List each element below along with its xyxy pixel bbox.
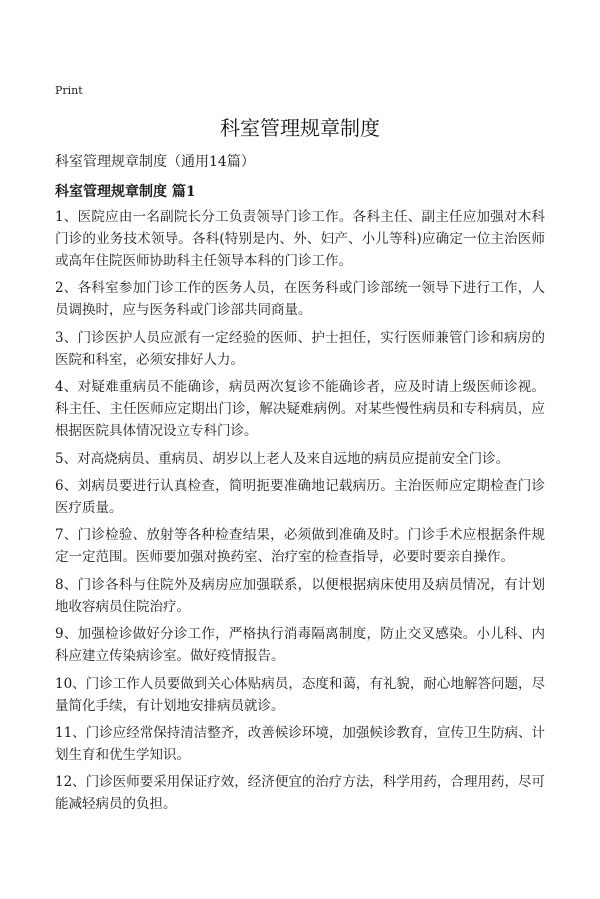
paragraph-line: 3、门诊医护人员应派有一定经验的医师、护士担任，实行医师兼管门诊和病房的 [55,329,545,346]
paragraph-line: 5、对高烧病员、重病员、胡岁以上老人及来自远地的病员应提前安全门诊。 [55,450,510,467]
paragraph-line: 员调换时，应与医务科或门诊部共同商量。 [55,302,312,319]
paragraph-line: 门诊的业务技术领导。各科(特别是内、外、妇产、小儿等科)应确定一位主治医师 [55,231,545,247]
paragraph-line: 医疗质量。 [55,499,123,516]
paragraph-10 [55,673,545,717]
paragraph-2 [55,277,545,321]
paragraph-line: 4、对疑难重病员不能确诊，病员两次复诊不能确诊者，应及时请上级医师诊视。 [55,379,545,396]
paragraph-5 [55,448,545,470]
page-title: 科室管理规章制度 [220,116,380,140]
paragraph-12 [55,771,545,815]
paragraph-line: 地收容病员住院治疗。 [55,598,190,615]
paragraph-line: 医院和科室，必须安排好人力。 [55,351,244,368]
paragraph-line: 定一定范围。医师要加强对换药室、治疗室的检查指导，必要时要亲自操作。 [55,549,514,566]
paragraph-line: 6、刘病员要进行认真检查，简明扼要准确地记载病历。主治医师应定期检查门诊 [55,477,545,494]
document-subtitle: 科室管理规章制度（通用14篇） [55,154,255,170]
print-label: Print [55,84,83,97]
paragraph-line: 9、加强检诊做好分诊工作，严格执行消毒隔离制度，防止交叉感染。小儿科、内 [55,626,545,643]
paragraph-line: 能减轻病员的负担。 [55,796,177,813]
paragraph-11 [55,722,545,766]
document-body [55,206,545,821]
paragraph-line: 2、各科室参加门诊工作的医务人员，在医务科或门诊部统一领导下进行工作，人 [55,280,545,297]
paragraph-4 [55,376,545,442]
paragraph-line: 7、门诊检验、放射等各种检查结果，必须做到准确及时。门诊手术应根据条件规 [55,527,545,544]
paragraph-line: 科主任、主任医师应定期出门诊，解决疑难病例。对某些慢性病员和专科病员，应 [55,401,545,418]
paragraph-9 [55,623,545,667]
paragraph-line: 11、门诊应经常保持清洁整齐，改善候诊环境，加强候诊教育，宣传卫生防病、计 [55,724,545,741]
paragraph-line: 划生育和优生学知识。 [55,746,190,763]
paragraph-line: 根据医院具体情况设立专科门诊。 [55,423,258,440]
paragraph-line: 或高年住院医师协助科主任领导本科的门诊工作。 [55,253,352,269]
paragraph-8 [55,574,545,618]
paragraph-line: 12、门诊医师要采用保证疗效，经济便宜的治疗方法，科学用药，合理用药，尽可 [55,774,545,791]
paragraph-line: 量简化手续，有计划地安排病员就诊。 [55,697,285,714]
paragraph-line: 1、医院应由一名副院长分工负责领导门诊工作。各科主任、副主任应加强对木科 [55,209,545,225]
paragraph-7 [55,524,545,568]
section-heading: 科室管理规章制度 篇1 [55,184,196,200]
paragraph-6 [55,475,545,519]
paragraph-3 [55,327,545,371]
paragraph-line: 8、门诊各科与住院外及病房应加强联系，以便根据病床使用及病员情况，有计划 [55,576,545,593]
paragraph-1 [55,206,545,272]
paragraph-line: 科应建立传染病诊室。做好疫情报告。 [55,648,285,665]
paragraph-line: 10、门诊工作人员要做到关心体贴病员，态度和蔼，有礼貌，耐心地解答问题，尽 [55,675,545,692]
